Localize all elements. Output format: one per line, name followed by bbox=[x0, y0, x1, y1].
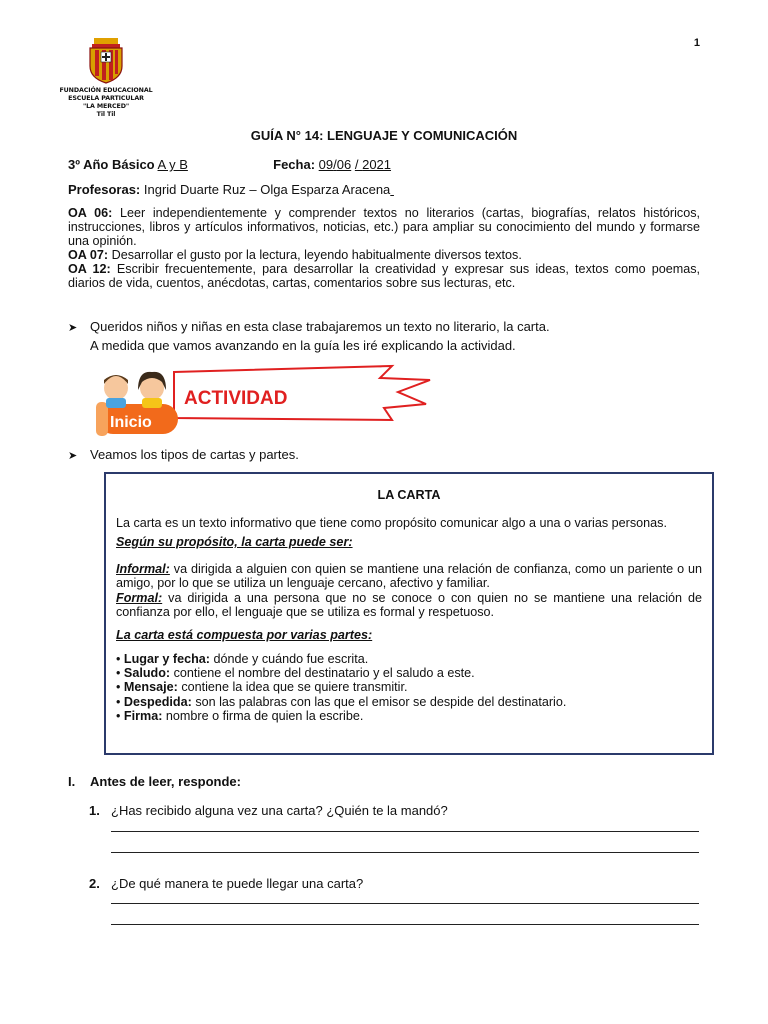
question-text: ¿Has recibido alguna vez una carta? ¿Quién te la mandó? bbox=[111, 803, 448, 818]
date-day: 09 bbox=[318, 157, 334, 172]
page-number: 1 bbox=[693, 37, 700, 49]
teachers-line bbox=[68, 182, 394, 197]
part-desc: dónde y cuándo fue escrita. bbox=[213, 652, 369, 666]
page-title: GUÍA N° 14: LENGUAJE Y COMUNICACIÓN bbox=[250, 128, 518, 143]
part-desc: contiene el nombre del destinatario y el saludo a este. bbox=[173, 666, 475, 681]
parts-heading: La carta está compuesta por varias partes: bbox=[116, 627, 373, 642]
answer-line-2b[interactable] bbox=[111, 924, 699, 925]
answer-line-1b[interactable] bbox=[111, 852, 699, 853]
informal-text: va dirigida a alguien con quien se mantiene una relación de confianza, como un pariente o un amigo, por lo que se utiliza un lenguaje cercano, afectivo y familiar. bbox=[116, 561, 702, 590]
activity-label: ACTIVIDAD bbox=[184, 388, 288, 409]
question-text: ¿De qué manera te puede llegar una carta? bbox=[111, 876, 364, 891]
school-line-type: ESCUELA PARTICULAR bbox=[68, 95, 144, 102]
informal-term: Informal: bbox=[116, 561, 170, 576]
part-name: Firma: bbox=[123, 708, 163, 723]
list-item: • Despedida: son las palabras con las que el emisor se despide del destinatario. bbox=[116, 694, 567, 709]
arrow-bullet-icon: ➤ bbox=[68, 322, 78, 334]
date-month: 06 bbox=[336, 157, 352, 172]
carta-title: LA CARTA bbox=[377, 488, 441, 502]
part-name: Mensaje: bbox=[123, 680, 178, 695]
question-number: 2. bbox=[89, 876, 100, 891]
list-item: • Saludo: contiene el nombre del destinatario y el saludo a este. bbox=[116, 666, 475, 681]
objective-code: OA 12: bbox=[68, 262, 111, 276]
school-line-name: "LA MERCED" bbox=[82, 103, 130, 110]
types-bullet bbox=[68, 446, 299, 465]
list-item: • Lugar y fecha: dónde y cuándo fue escrita. bbox=[116, 652, 369, 666]
coat-of-arms-icon bbox=[86, 38, 126, 84]
part-desc: nombre o firma de quien la escribe. bbox=[165, 708, 364, 723]
parts-list bbox=[116, 652, 702, 723]
list-item: • Firma: nombre o firma de quien la escribe. bbox=[116, 708, 364, 723]
activity-banner bbox=[92, 364, 432, 440]
objective-text: Desarrollar el gusto por la lectura, leyendo habitualmente diversos textos. bbox=[111, 248, 522, 262]
carta-info-box bbox=[104, 472, 714, 755]
question-number: 1. bbox=[89, 803, 100, 818]
question-1 bbox=[89, 803, 448, 818]
part-name: Saludo: bbox=[123, 666, 171, 681]
objectives bbox=[68, 206, 700, 290]
course-label: 3º Año Básico bbox=[68, 157, 155, 172]
objective-oa12 bbox=[68, 262, 700, 290]
intro-bullet bbox=[68, 318, 550, 354]
formal-paragraph bbox=[116, 591, 702, 620]
date-year: 2021 bbox=[362, 157, 392, 172]
school-line-foundation: FUNDACIÓN EDUCACIONAL bbox=[59, 87, 153, 94]
answer-line-1a[interactable] bbox=[111, 831, 699, 832]
course-line: 3º Año Básico A y B Fecha: 09/06 / 2021 bbox=[68, 157, 392, 172]
objective-code: OA 07: bbox=[68, 248, 109, 262]
question-2 bbox=[89, 876, 363, 891]
start-label: Inicio bbox=[110, 414, 152, 431]
date-label: Fecha: bbox=[273, 157, 316, 172]
school-info bbox=[36, 87, 176, 119]
formal-term: Formal: bbox=[116, 590, 163, 605]
purpose-heading: Según su propósito, la carta puede ser: bbox=[116, 535, 353, 549]
informal-paragraph bbox=[116, 562, 702, 591]
teachers-label: Profesoras: bbox=[68, 182, 141, 197]
list-item: • Mensaje: contiene la idea que se quiere transmitir. bbox=[116, 680, 408, 695]
part-desc: contiene la idea que se quiere transmitir. bbox=[181, 680, 408, 695]
section-heading bbox=[68, 774, 241, 789]
objective-oa06 bbox=[68, 206, 700, 248]
formal-text: va dirigida a una persona que no se conoce o con quien no se mantiene una relación de confianza por ello, el lenguaje que se utiliza es formal y respetuoso. bbox=[116, 590, 702, 619]
answer-line-2a[interactable] bbox=[111, 903, 699, 904]
objective-oa07 bbox=[68, 248, 700, 262]
types-intro: Veamos los tipos de cartas y partes. bbox=[90, 447, 299, 462]
objective-code: OA 06: bbox=[68, 206, 113, 220]
intro-line-2: A medida que vamos avanzando en la guía les iré explicando la actividad. bbox=[90, 338, 516, 353]
teachers-value: Ingrid Duarte Ruz – Olga Esparza Aracena bbox=[143, 182, 391, 197]
course-value: A y B bbox=[157, 157, 188, 172]
part-name: Despedida: bbox=[123, 694, 192, 709]
arrow-bullet-icon: ➤ bbox=[68, 450, 78, 462]
part-desc: son las palabras con las que el emisor se despide del destinatario. bbox=[195, 694, 567, 709]
objective-text: Leer independientemente y comprender textos no literarios (cartas, biografías, relatos históricos, instrucciones, libros y artículos informativos, noticias, etc.) para ampliar su conocimiento del mundo y formarse una opinión. bbox=[68, 206, 700, 248]
objective-text: Escribir frecuentemente, para desarrollar la creatividad y expresar sus ideas, textos como poemas, diarios de vida, cuentos, anécdotas, cartas, comentarios sobre sus lecturas, etc. bbox=[68, 262, 701, 290]
section-number: I. bbox=[68, 774, 76, 789]
carta-definition: La carta es un texto informativo que tiene como propósito comunicar algo a una o varias personas. bbox=[116, 515, 667, 530]
intro-line-1: Queridos niños y niñas en esta clase trabajaremos un texto no literario, la carta. bbox=[90, 319, 550, 334]
school-line-city: Til Til bbox=[96, 111, 116, 118]
part-name: Lugar y fecha: bbox=[123, 652, 210, 666]
section-title: Antes de leer, responde: bbox=[90, 774, 241, 789]
